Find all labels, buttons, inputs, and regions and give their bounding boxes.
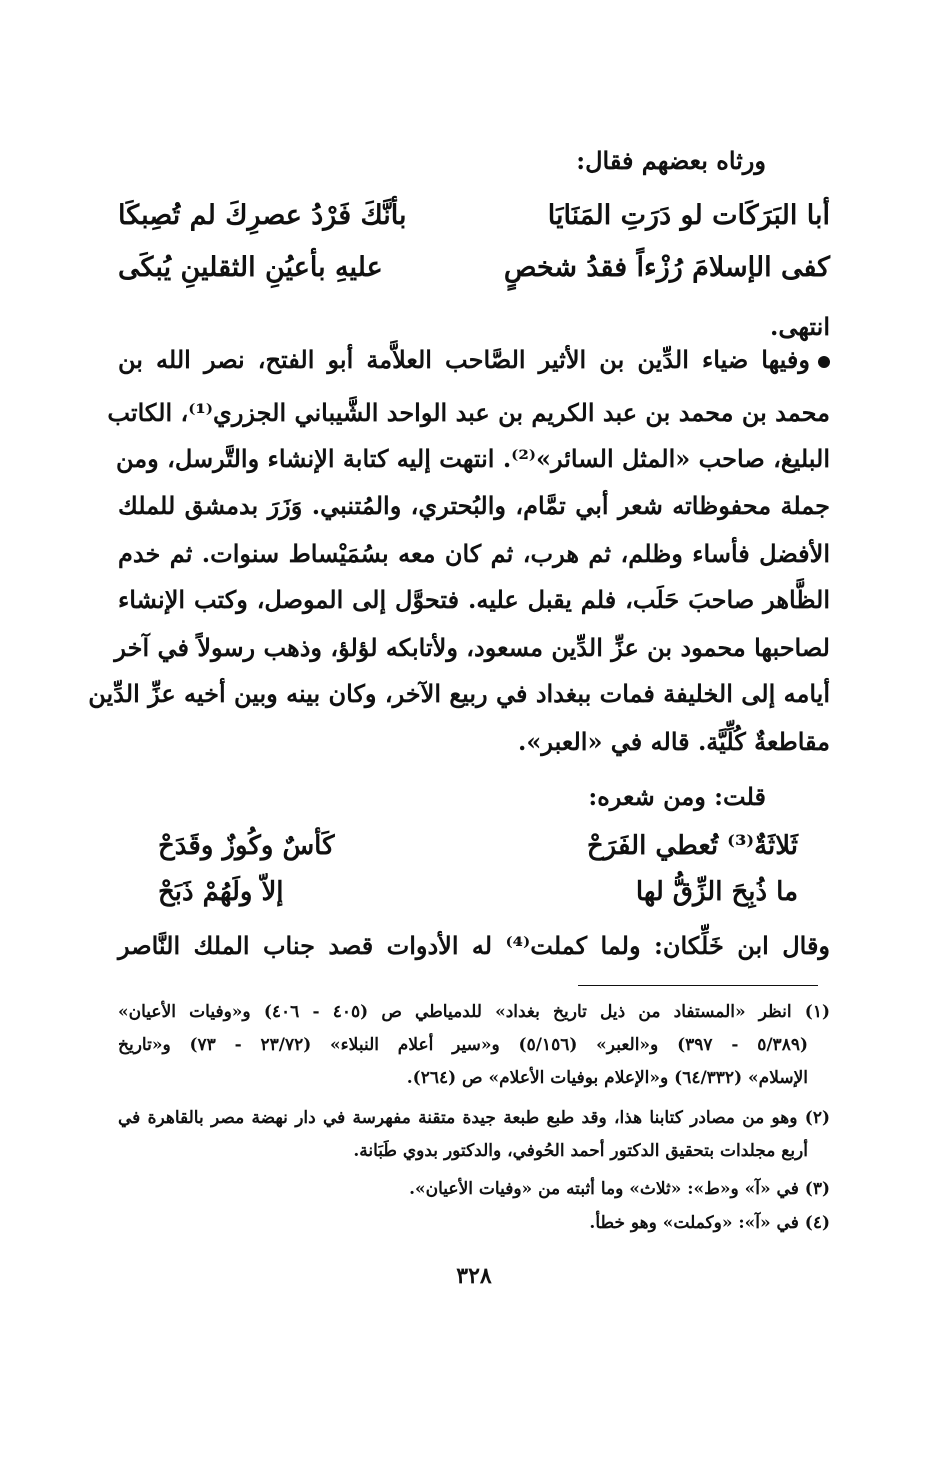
paragraph-line: محمد بن محمد بن عبد الكريم بن عبد الواحد الشَّيباني الجزري⁽¹⁾، الكاتب (107, 398, 830, 427)
paragraph-line: جملة محفوظاته شعر أبي تمَّام، والبُحتري، والمُتنبي. وَزَرَ بدمشق للملك (118, 491, 830, 520)
footnote-2-line: (٢) وهو من مصادر كتابنا هذا، وقد طبع طبعة جيدة متقنة مفهرسة في دار نهضة مصر بالقاهرة في (118, 1108, 830, 1128)
footnote-4: (٤) في «آ»: «وكملت» وهو خطأ. (589, 1213, 830, 1233)
page-number: ٣٢٨ (456, 1263, 492, 1289)
hemistich-right: ثَلاثَةٌ⁽³⁾ تُعطي الفَرَحْ (586, 831, 798, 861)
poem1-verse-2 (118, 248, 830, 286)
paragraph-line: مقاطعةٌ كُلِّيَّة. قاله في «العبر». (518, 727, 830, 756)
intaha-text: انتهى. (769, 312, 830, 341)
poem2-intro: قلت: ومن شعره: (588, 782, 766, 811)
hemistich-right: أبا البَرَكَات لو دَرَتِ المَنَايَا (547, 199, 830, 231)
hemistich-left: عليهِ بأعيُنِ الثقلينِ يُبكَى (118, 251, 383, 283)
bullet-icon (818, 356, 830, 368)
paragraph-line: وفيها ضياء الدِّين بن الأثير الصَّاحب العلاَّمة أبو الفتح، نصر الله بن (118, 345, 830, 375)
paragraph-line: لصاحبها محمود بن عزِّ الدِّين مسعود، ولأتابكه لؤلؤ، وذهب رسولاً في آخر (114, 633, 830, 662)
hemistich-right: ما ذُبِحَ الزِّقُّ لها (635, 877, 798, 907)
hemistich-right: كفى الإسلامَ رُزْءاً فقدُ شخصٍ (503, 251, 830, 283)
hemistich-left: كَأسٌ وكُوزٌ وقَدَحْ (158, 831, 335, 861)
paragraph-line: البليغ، صاحب «المثل السائر»⁽²⁾. انتهت إليه كتابة الإنشاء والتَّرسل، ومن (116, 444, 830, 473)
paragraph-line: وقال ابن خَلِّكان: ولما كملت⁽⁴⁾ له الأدوات قصد جناب الملك النَّاصر (118, 931, 831, 960)
footnote-1-line: (٥/٣٨٩ - ٣٩٧) و«العبر» (٥/١٥٦) و«سير أعلام النبلاء» (٢٣/٧٢ - ٧٣) و«تاريخ (118, 1035, 808, 1055)
footnote-separator (578, 985, 818, 986)
hemistich-left: إلاّ ولَهُمْ ذَبَحْ (158, 877, 284, 907)
footnote-3: (٣) في «آ» و«ط»: «ثلاث» وما أثبته من «وفيات الأعيان». (409, 1179, 830, 1199)
footnote-2-line: أربع مجلدات بتحقيق الدكتور أحمد الحُوفي، والدكتور بدوي طَبَانة. (353, 1141, 808, 1161)
paragraph-line: أيامه إلى الخليفة فمات ببغداد في ربيع الآخر، وكان بينه وبين أخيه عزِّ الدِّين (88, 679, 830, 708)
poem-intro: ورثاه بعضهم فقال: (576, 146, 766, 175)
paragraph-line: الظَّاهر صاحبَ حَلَب، فلم يقبل عليه. فتحوَّل إلى الموصل، وكتب الإنشاء (118, 585, 830, 614)
poem1-verse-1 (118, 196, 830, 234)
footnote-1-line: الإسلام» (٦٤/٣٣٢) و«الإعلام بوفيات الأعلام» ص (٢٦٤). (406, 1068, 808, 1088)
poem2-verse-2 (158, 874, 798, 910)
footnote-1-line: (١) انظر «المستفاد من ذيل تاريخ بغداد» للدمياطي ص (٤٠٥ - ٤٠٦) و«وفيات الأعيان» (118, 1002, 830, 1022)
poem2-verse-1 (158, 828, 798, 864)
paragraph-line: الأفضل فأساء وظلم، ثم هرب، ثم كان معه بسُمَيْساط سنوات. ثم خدم (118, 539, 831, 568)
hemistich-left: بأنَّكَ فَرْدُ عصرِكَ لم تُصِبكَا (118, 199, 407, 231)
